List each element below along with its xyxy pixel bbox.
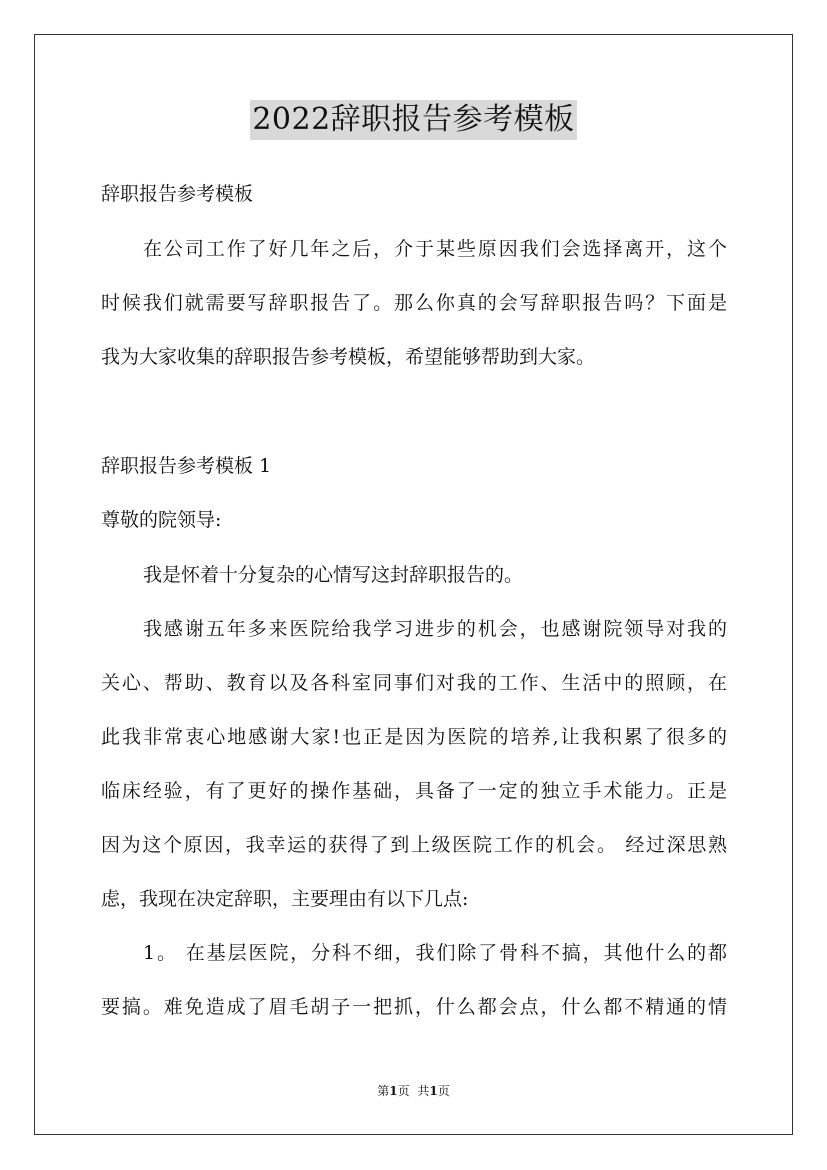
paragraph-line: 此我非常衷心地感谢大家!也正是因为医院的培养,让我积累了很多的 [101,726,727,748]
page-current: 1 [389,1084,398,1098]
paragraph-line: 因为这个原因，我幸运的获得了到上级医院工作的机会。 经过深思熟 [101,834,727,856]
page-total: 1 [429,1084,438,1098]
total-prefix: 共 [417,1084,430,1098]
paragraph-line: 临床经验，有了更好的操作基础，具备了一定的独立手术能力。正是 [101,780,727,802]
document-title: 2022辞职报告参考模板 [250,100,576,140]
total-suffix: 页 [437,1084,450,1098]
paragraph-line: 要搞。难免造成了眉毛胡子一把抓，什么都会点，什么都不精通的情 [101,996,727,1018]
paragraph-line: 我是怀着十分复杂的心情写这封辞职报告的。 [143,564,524,586]
intro-line: 在公司工作了好几年之后，介于某些原因我们会选择离开，这个 [143,238,727,260]
page-prefix: 第 [377,1084,390,1098]
intro-line: 我为大家收集的辞职报告参考模板，希望能够帮助到大家。 [101,346,596,368]
page-suffix: 页 [397,1084,410,1098]
document-subtitle: 辞职报告参考模板 [101,183,254,205]
paragraph-line: 我感谢五年多来医院给我学习进步的机会，也感谢院领导对我的 [143,618,727,640]
paragraph-line: 关心、帮助、教育以及各科室同事们对我的工作、生活中的照顾，在 [101,672,727,694]
salutation: 尊敬的院领导: [101,509,222,531]
title-container [0,100,827,140]
paragraph-line: 1。 在基层医院，分科不细，我们除了骨科不搞，其他什么的都 [143,942,727,964]
paragraph-line: 虑，我现在决定辞职，主要理由有以下几点: [101,888,469,910]
intro-line: 时候我们就需要写辞职报告了。那么你真的会写辞职报告吗？下面是 [101,292,727,314]
page-footer [0,1083,827,1099]
section-heading: 辞职报告参考模板 1 [101,455,272,477]
